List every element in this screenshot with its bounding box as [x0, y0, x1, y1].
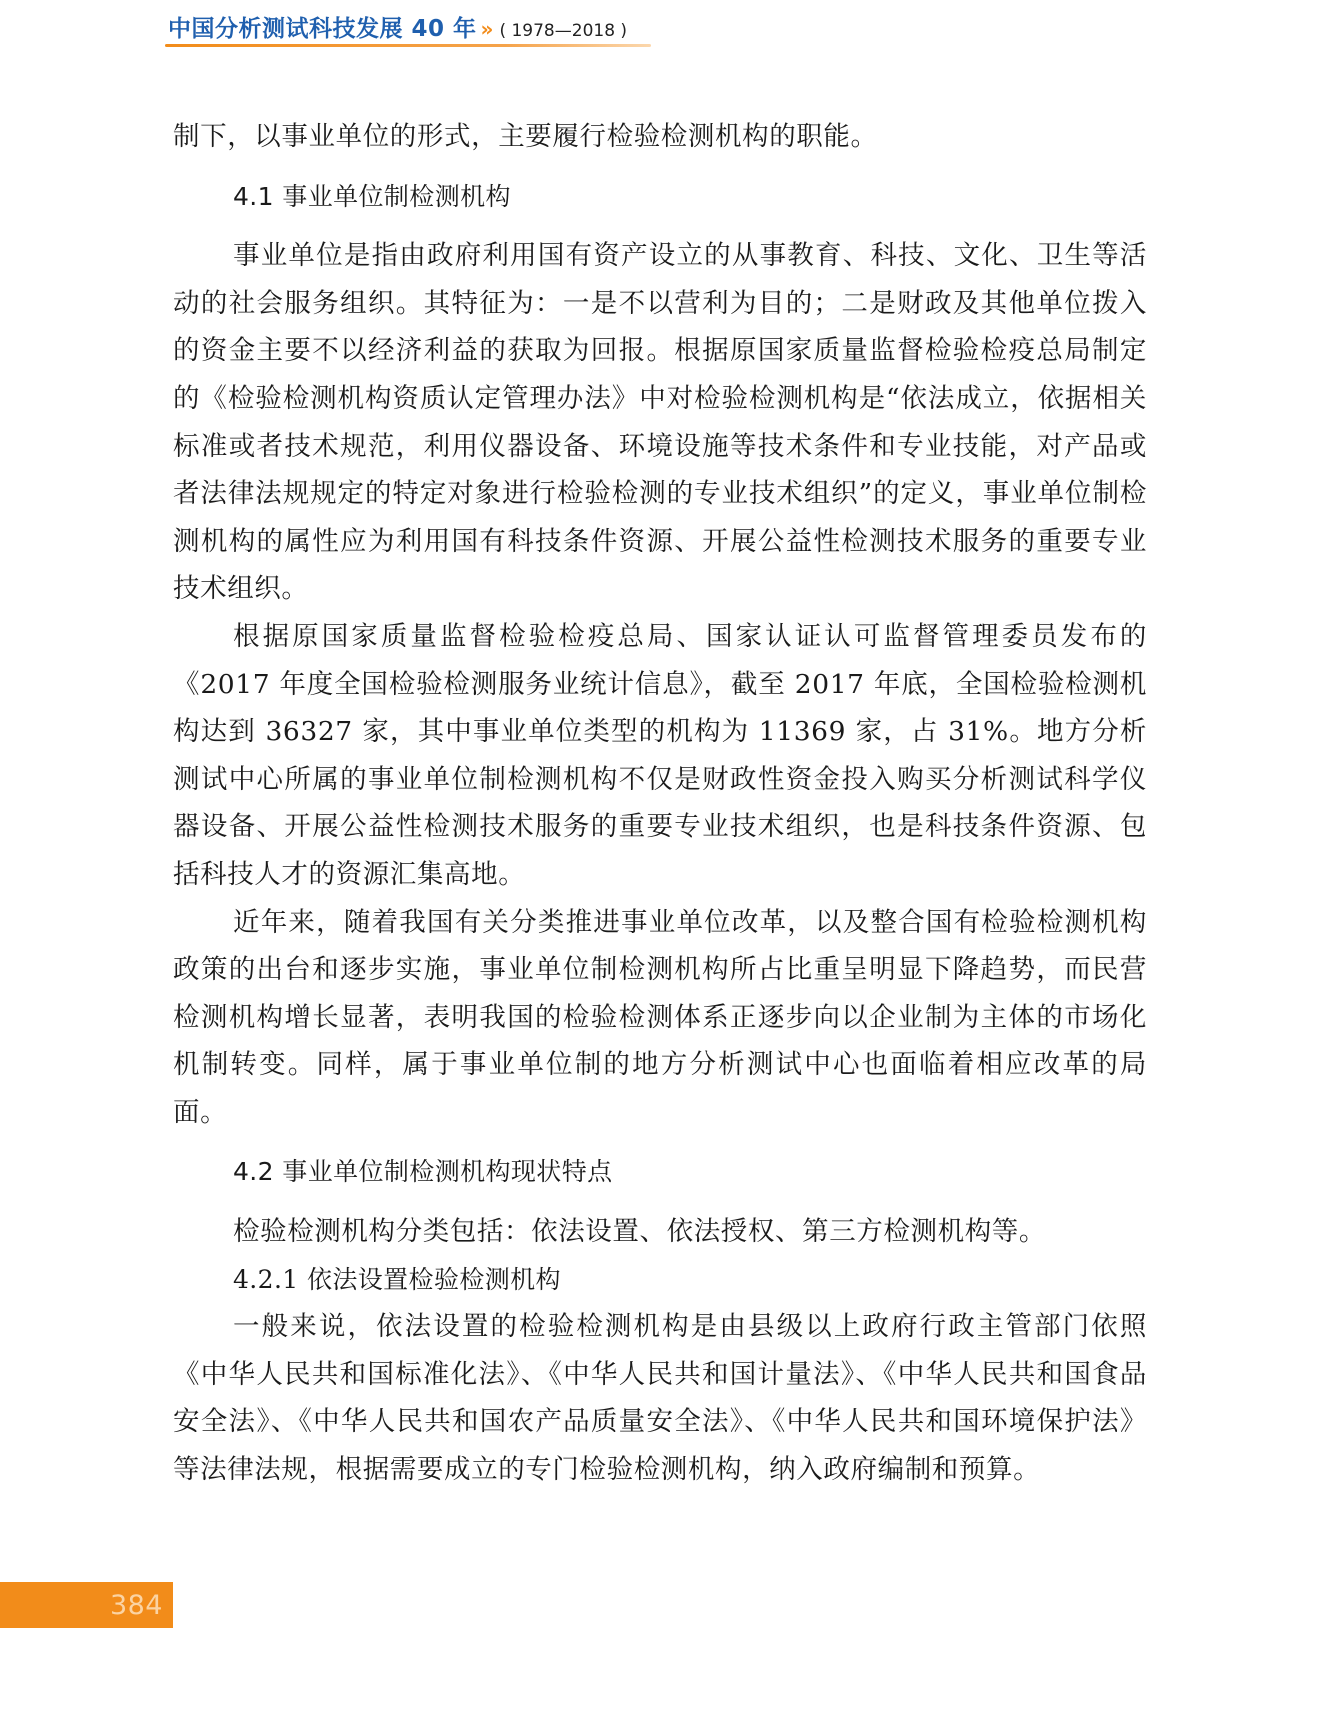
page-number-tab	[0, 1582, 173, 1628]
paragraph-4-2-a: 检验检测机构分类包括：依法设置、依法授权、第三方检测机构等。	[233, 1216, 1046, 1248]
section-heading-4-2: 4.2 事业单位制检测机构现状特点	[233, 1157, 613, 1187]
paragraph-4-2-1-a: 一般来说，依法设置的检验检测机构是由县级以上政府行政主管部门依照《中华人民共和国标准化法》、《中华人民共和国计量法》、《中华人民共和国食品安全法》、《中华人民共和国农产品质量安全法》、《中华人民共和国环境保护法》等法律法规，根据需要成立的专门检验检测机构，纳入政府编制和预算。	[173, 1311, 1147, 1486]
paragraph-4-1-b: 根据原国家质量监督检验检疫总局、国家认证认可监督管理委员发布的《2017 年度全国检验检测服务业统计信息》，截至 2017 年底，全国检验检测机构达到 36327 家，其中事业单位类型的机构为 11369 家，占 31%。地方分析测试中心所属的事业单位制检测机构不仅是财政性资金投入购买分析测试科学仪器设备、开展公益性检测技术服务的重要专业技术组织，也是科技条件资源、包括科技人才的资源汇集高地。	[173, 620, 1147, 890]
subsection-heading-4-2-1: 4.2.1 依法设置检验检测机构	[233, 1264, 561, 1294]
section-heading-4-1: 4.1 事业单位制检测机构	[233, 181, 511, 211]
page-number: 384	[109, 1589, 163, 1621]
running-header	[168, 10, 627, 44]
paragraph-intro: 制下，以事业单位的形式，主要履行检验检测机构的职能。	[173, 121, 878, 152]
book-title: 中国分析测试科技发展 40 年	[168, 16, 477, 42]
header-rule	[165, 44, 651, 47]
page-body	[173, 113, 1147, 1494]
paragraph-4-1-c: 近年来，随着我国有关分类推进事业单位改革，以及整合国有检验检测机构政策的出台和逐步实施，事业单位制检测机构所占比重呈明显下降趋势，而民营检测机构增长显著，表明我国的检验检测体系正逐步向以企业制为主体的市场化机制转变。同样，属于事业单位制的地方分析测试中心也面临着相应改革的局面。	[173, 906, 1147, 1128]
double-chevron-icon: »	[480, 17, 494, 41]
year-range: ( 1978—2018 )	[499, 21, 628, 41]
paragraph-4-1-a: 事业单位是指由政府利用国有资产设立的从事教育、科技、文化、卫生等活动的社会服务组织。其特征为：一是不以营利为目的；二是财政及其他单位拨入的资金主要不以经济利益的获取为回报。根据原国家质量监督检验检疫总局制定的《检验检测机构资质认定管理办法》中对检验检测机构是“依法成立，依据相关标准或者技术规范，利用仪器设备、环境设施等技术条件和专业技能，对产品或者法律法规规定的特定对象进行检验检测的专业技术组织”的定义，事业单位制检测机构的属性应为利用国有科技条件资源、开展公益性检测技术服务的重要专业技术组织。	[173, 240, 1147, 605]
